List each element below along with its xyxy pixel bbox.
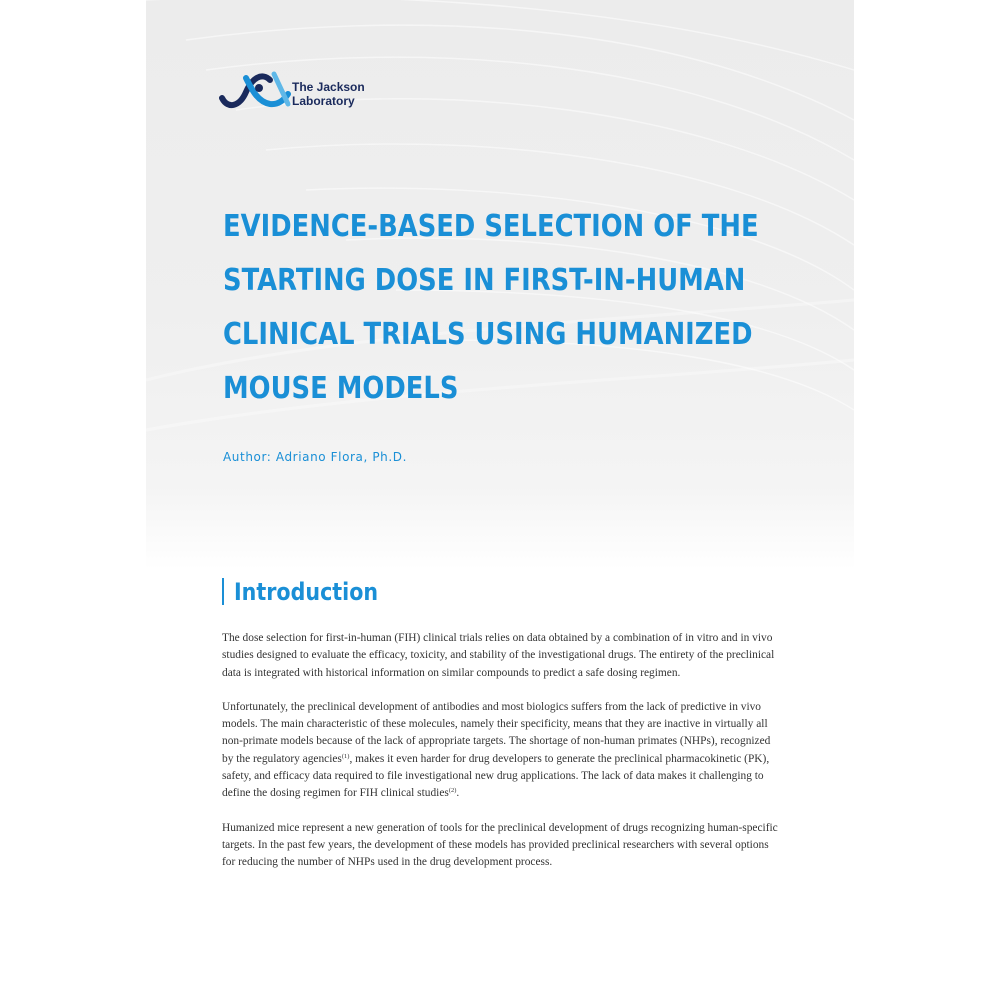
title-line-1: EVIDENCE-BASED SELECTION OF THE (223, 209, 759, 244)
logo-line-1: The Jackson (292, 80, 365, 94)
author-line: Author: Adriano Flora, Ph.D. (223, 450, 408, 464)
paragraph-2-part-b: , makes it even harder for drug developers to generate the preclinical pharmacokinetic (PK), safety, and efficacy data required to file investigational new drug applications. The lack of data makes it challenging to define the dosing regimen for FIH clinical studies (222, 752, 770, 800)
document-page (146, 0, 854, 1000)
paragraph-3: Humanized mice represent a new generation of tools for the preclinical development of drugs recognizing human-specific targets. In the past few years, the development of these models has provided preclinical researchers with several options for reducing the number of NHPs used in the drug development process. (222, 821, 778, 869)
logo-line-2: Laboratory (292, 94, 355, 108)
title-line-3: CLINICAL TRIALS USING HUMANIZED (223, 317, 753, 352)
paragraph-2-part-c: . (456, 787, 460, 800)
paragraph-1: The dose selection for first-in-human (FIH) clinical trials relies on data obtained by a combination of in vitro and in vivo studies designed to evaluate the efficacy, toxicity, and stability of the investigational drugs. The entirety of the preclinical data is integrated with historical information on similar compounds to predict a safe dosing regimen. (222, 632, 775, 679)
body-text (222, 630, 782, 889)
title-line-2: STARTING DOSE IN FIRST-IN-HUMAN (223, 263, 746, 298)
title-line-4: MOUSE MODELS (223, 371, 459, 406)
reference-2: (2) (448, 787, 457, 795)
document-title (223, 200, 759, 416)
reference-1: (1) (341, 752, 350, 760)
paragraph-2-part-a: Unfortunately, the preclinical development of antibodies and most biologics suffers from the lack of predictive in vivo models. The main characteristic of these molecules, namely their specificity, means that they are inactive in virtually all non-primate models because of the lack of appropriate targets. The shortage of non-human primates (NHPs), recognized by the regulatory agencies (222, 700, 771, 765)
section-heading: Introduction (234, 578, 379, 606)
logo-wordmark (292, 80, 365, 108)
paragraph-2 (222, 699, 782, 803)
section-accent-bar (222, 578, 224, 605)
